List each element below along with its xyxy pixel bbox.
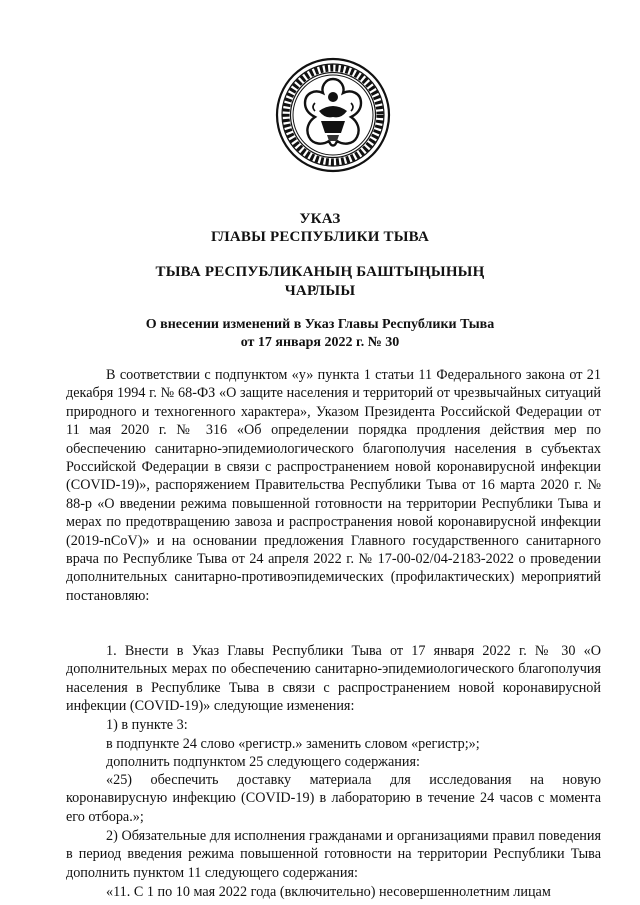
- item-11-paragraph: «11. С 1 по 10 мая 2022 года (включительно) несовершеннолетним лицам: [106, 884, 551, 900]
- item-1-paragraph: 1. Внести в Указ Главы Республики Тыва от 17 января 2022 г. № 30 «О дополнительных мерах по обеспечению санитарно-эпидемиологического благополучия населения в Республике Тыва в связи с распространением новой коронавирусной инфекции (COVID-19)» следующие изменения:: [66, 643, 601, 715]
- subitem-25-paragraph: «25) обеспечить доставку материала для исследования на новую коронавирусную инфекцию (COVID-19) в лабораторию в течение 24 часов с момента его отбора.»;: [66, 772, 601, 825]
- subject-line2: от 17 января 2022 г. № 30: [240, 335, 400, 350]
- subitem-1-line: 1) в пункте 3:: [106, 717, 188, 733]
- tuvan-title-line2: ЧАРЛЫЫ: [284, 283, 356, 299]
- decree-title: УКАЗ: [299, 211, 341, 227]
- preamble-paragraph: В соответствии с подпунктом «у» пункта 1 статьи 11 Федерального закона от 21 декабря 1994 г. № 68-ФЗ «О защите населения и территорий от чрезвычайных ситуаций природного и техногенного характера», Указом Президента Российской Федерации от 11 мая 2020 г. № 316 «Об определении порядка продления действия мер по обеспечению санитарно-эпидемиологического благополучия населения в субъектах Российской Федерации в связи с распространением новой коронавирусной инфекции (COVID-19)», распоряжением Правительства Республики Тыва от 16 марта 2020 г. № 88-р «О введении режима повышенной готовности на территории Республики Тыва и мерах по предотвращению завоза и распространения новой коронавирусной инфекции (2019-nCoV)» и на основании предложения Главного государственного санитарного врача по Республике Тыва от 24 апреля 2022 г. № 17-00-02/04-2183-2022 о проведении дополнительных санитарно-противоэпидемических (профилактических) мероприятий постановляю:: [66, 367, 601, 604]
- tuva-coat-of-arms-icon: [275, 57, 391, 173]
- item-2-paragraph: 2) Обязательные для исполнения гражданами и организациями правил поведения в период введения режима повышенной готовности на территории Республики Тыва дополнить пунктом 11 следующего содержания:: [66, 828, 601, 881]
- subitem-24-line: в подпункте 24 слово «регистр.» заменить словом «регистр;»;: [106, 736, 480, 752]
- tuvan-title-line1: ТЫВА РЕСПУБЛИКАНЫҢ БАШТЫҢЫНЫҢ: [155, 264, 485, 280]
- subitem-25-intro-line: дополнить подпунктом 25 следующего содержания:: [106, 754, 420, 770]
- subject-line1: О внесении изменений в Указ Главы Республики Тыва: [145, 317, 495, 332]
- issuer-title: ГЛАВЫ РЕСПУБЛИКИ ТЫВА: [211, 229, 429, 245]
